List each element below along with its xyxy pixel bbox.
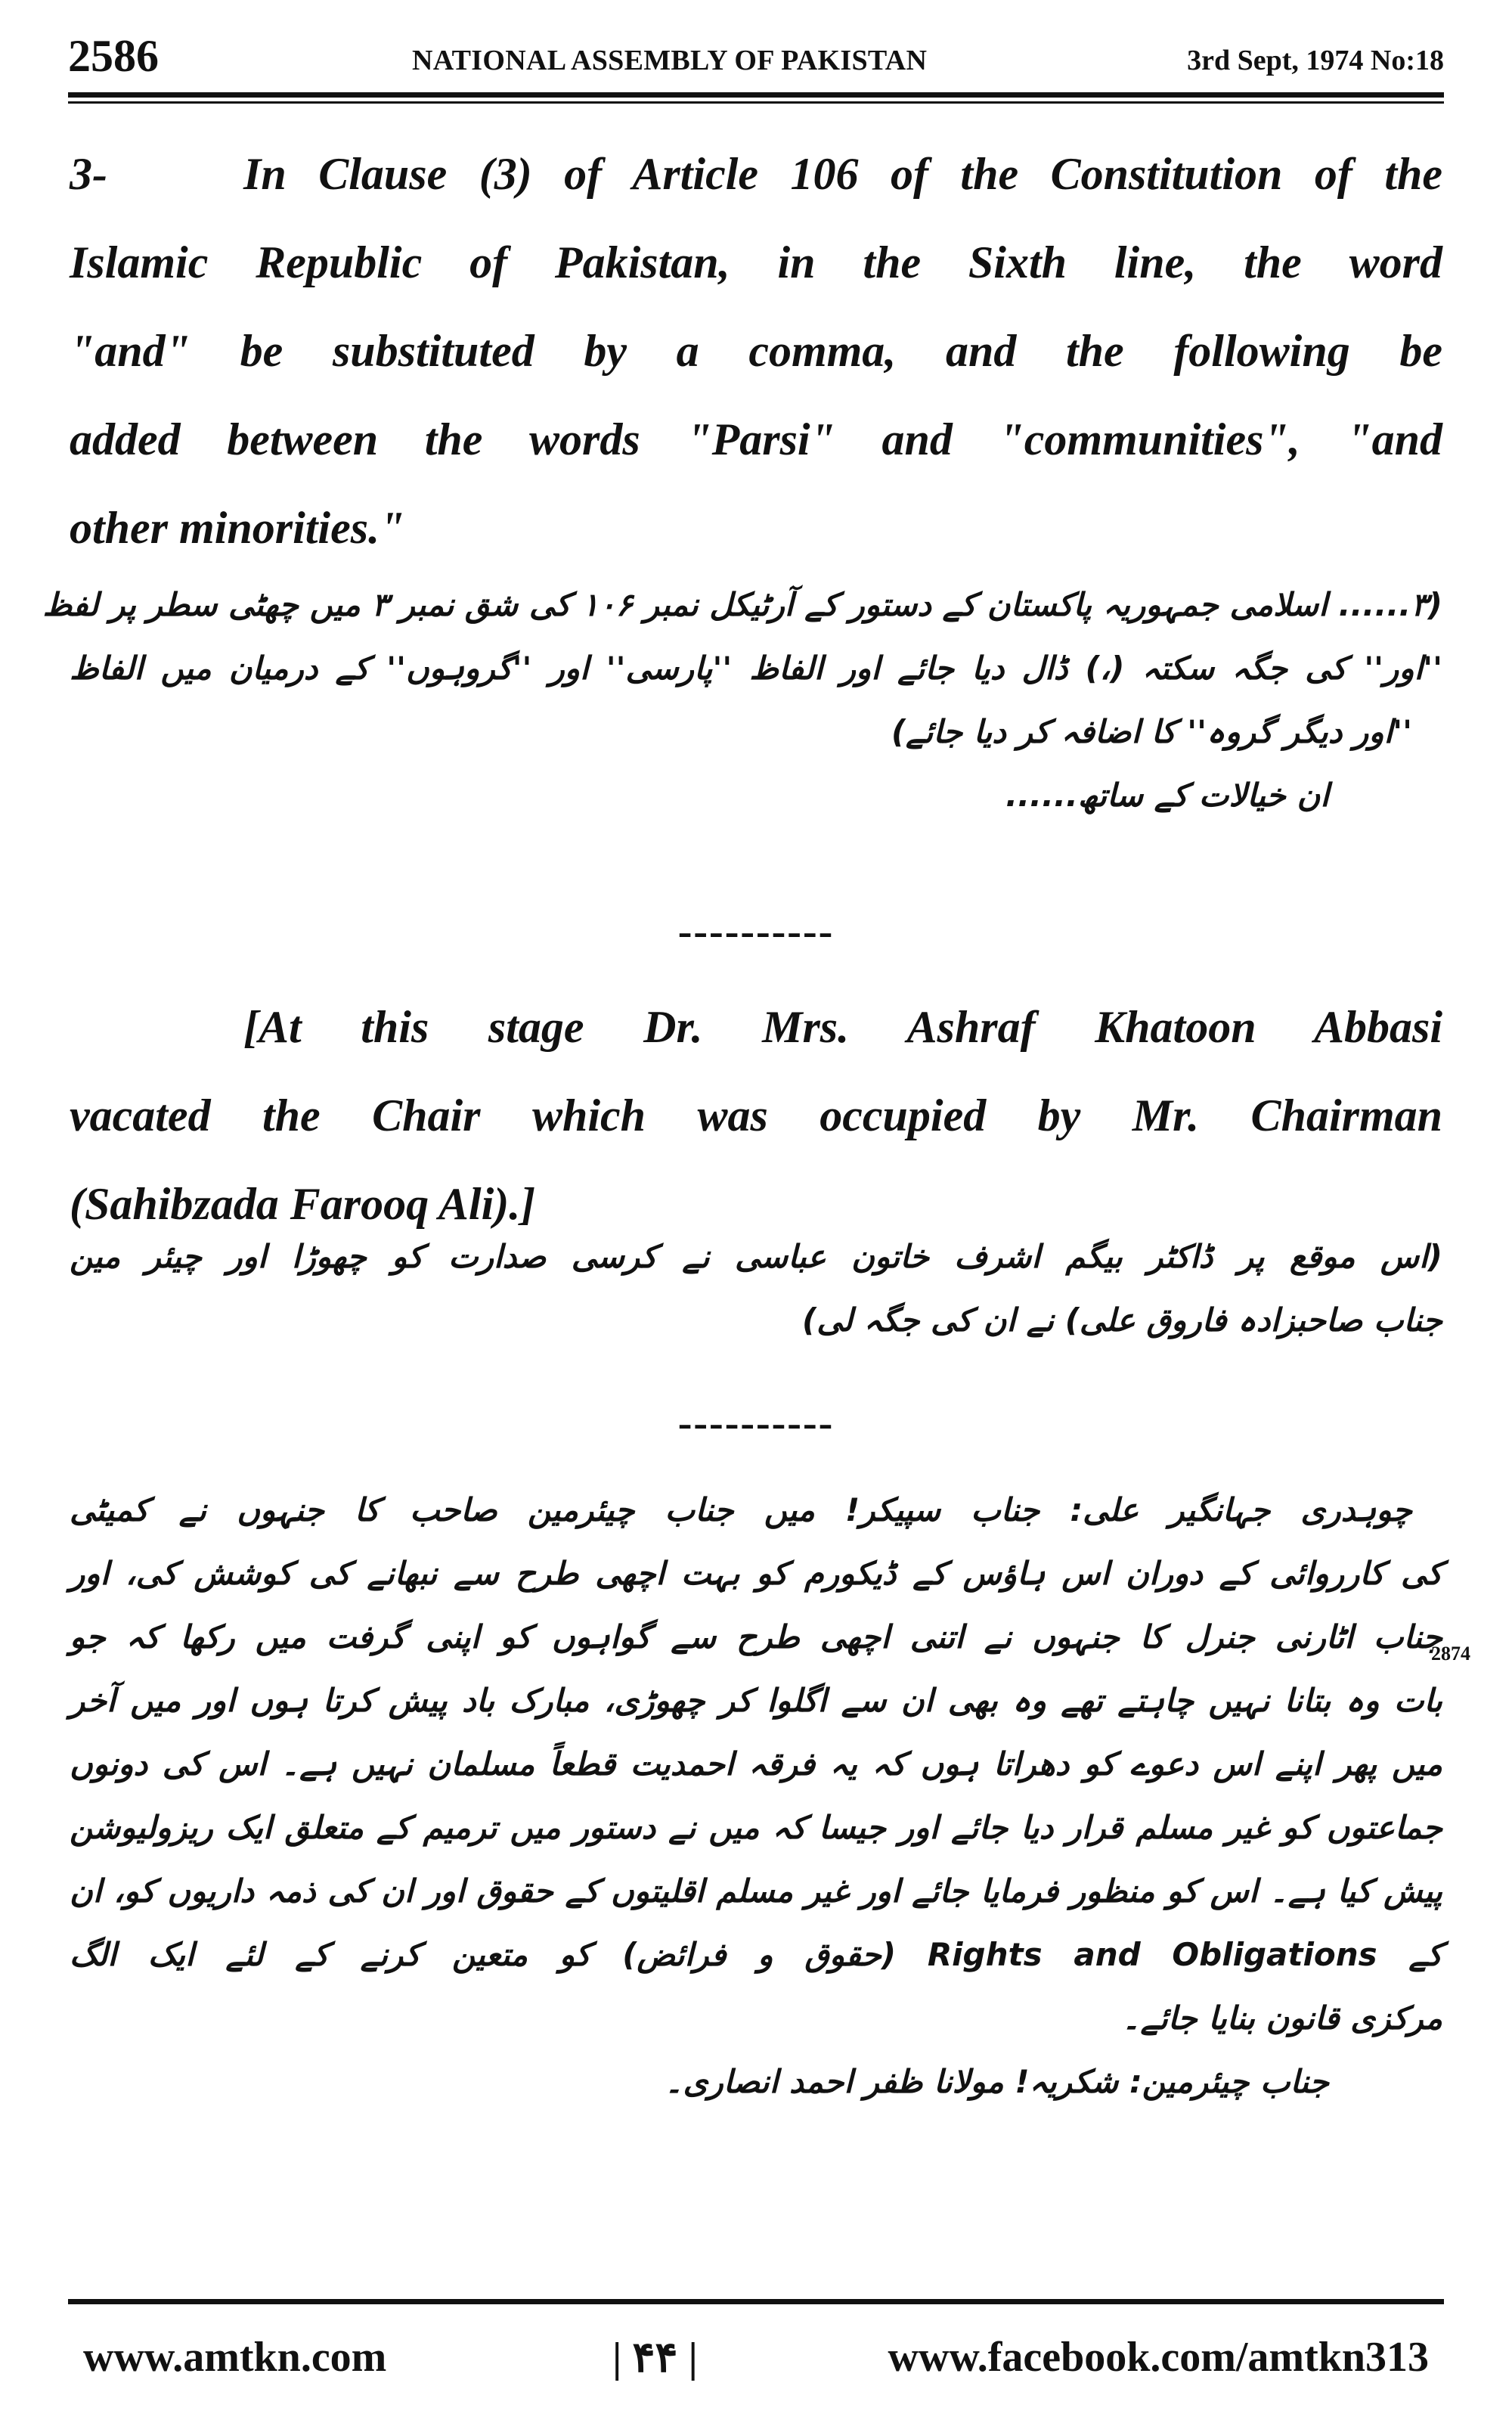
header-rule-thin xyxy=(68,101,1444,104)
amendment-number: 3- xyxy=(70,149,107,199)
urdu-line: ''اور'' کی جگہ سکتہ (،) ڈال دیا جائے اور الفاظ ''پارسی'' اور ''گروہوں'' کے درمیان میں الفاظ xyxy=(70,650,1442,687)
page-number: 2586 xyxy=(68,31,159,81)
facebook-link[interactable]: www.facebook.com/amtkn313 xyxy=(888,2334,1429,2381)
speech-line: کی کارروائی کے دوران اس ہاؤس کے ڈیکورم کو بہت اچھی طرح سے نبھانے کی کوشش کی، اور xyxy=(70,1555,1442,1592)
assembly-title: NATIONAL ASSEMBLY OF PAKISTAN xyxy=(412,45,928,76)
urdu-line: (۳...... اسلامی جمہوریہ پاکستان کے دستور کے آرٹیکل نمبر ۱۰۶ کی شق نمبر ۳ میں چھٹی سطر پر لفظ xyxy=(42,586,1442,623)
speech-line: جناب اٹارنی جنرل کا جنہوں نے اتنی اچھی طرح سے گواہوں کو اپنی گرفت میں رکھا کہ جو xyxy=(70,1618,1442,1655)
page-header xyxy=(68,30,1444,91)
speech-line: جناب چیئرمین: شکریہ! مولانا ظفر احمد انصاری۔ xyxy=(665,2063,1329,2100)
stage-note-english xyxy=(70,983,1442,1249)
amendment-english xyxy=(70,130,1442,572)
section-divider: ---------- xyxy=(677,908,835,955)
amendment-urdu xyxy=(42,573,1442,827)
book-page-number: | ۴۴ | xyxy=(612,2335,698,2381)
speech-urdu xyxy=(70,1478,1442,2114)
margin-reference: 2874 xyxy=(1431,1643,1470,1665)
speech-line: بات وہ بتانا نہیں چاہتے تھے وہ بھی ان سے اگلوا کر چھوڑی، مبارک باد پیش کرتا ہوں اور میں آخر xyxy=(70,1682,1442,1719)
amendment-line: "and" be substituted by a comma, and the following be xyxy=(70,326,1442,376)
stage-note-line: vacated the Chair which was occupied by Mr. Chairman xyxy=(70,1091,1442,1140)
amendment-line: Islamic Republic of Pakistan, in the Sixth line, the word xyxy=(70,237,1442,287)
speech-line: کے Rights and Obligations (حقوق و فرائض) کو متعین کرنے کے لئے ایک الگ xyxy=(70,1936,1442,1973)
website-link[interactable]: www.amtkn.com xyxy=(83,2334,387,2381)
header-rule xyxy=(68,92,1444,98)
urdu-line: ان خیالات کے ساتھ...... xyxy=(1005,777,1329,814)
section-divider: ---------- xyxy=(677,1400,835,1447)
speech-line: چوہدری جہانگیر علی: جناب سپیکر! میں جناب چیئرمین صاحب کا جنہوں نے کمیٹی xyxy=(70,1491,1412,1528)
stage-note-urdu xyxy=(70,1225,1442,1352)
speech-line: پیش کیا ہے۔ اس کو منظور فرمایا جائے اور غیر مسلم اقلیتوں کے حقوق اور ان کی ذمہ داریوں کو، ان xyxy=(70,1872,1442,1910)
amendment-line: added between the words "Parsi" and "communities", "and xyxy=(70,414,1442,464)
stage-note-line: [At this stage Dr. Mrs. Ashraf Khatoon Abbasi xyxy=(243,1002,1442,1052)
speech-line: جماعتوں کو غیر مسلم قرار دیا جائے اور جیسا کہ میں نے دستور میں ترمیم کے متعلق ایک ریزولیوشن xyxy=(70,1809,1442,1846)
urdu-line: جناب صاحبزادہ فاروق علی) نے ان کی جگہ لی) xyxy=(802,1302,1442,1339)
speech-line: میں پھر اپنے اس دعوے کو دھراتا ہوں کہ یہ فرقہ احمدیت قطعاً مسلمان نہیں ہے۔ اس کی دونوں xyxy=(70,1745,1442,1782)
footer-rule xyxy=(68,2299,1444,2304)
amendment-line: other minorities." xyxy=(70,503,405,553)
urdu-line: (اس موقع پر ڈاکٹر بیگم اشرف خاتون عباسی نے کرسی صدارت کو چھوڑا اور چیئر مین xyxy=(70,1238,1442,1275)
urdu-line: ''اور دیگر گروہ'' کا اضافہ کر دیا جائے) xyxy=(891,713,1412,750)
page-footer xyxy=(68,2333,1444,2394)
amendment-line: 3- In Clause (3) of Article 106 of the Constitution of the xyxy=(70,130,1442,219)
session-date: 3rd Sept, 1974 No:18 xyxy=(1187,45,1444,76)
speech-line: مرکزی قانون بنایا جائے۔ xyxy=(1122,2000,1442,2037)
stage-note-line: (Sahibzada Farooq Ali).] xyxy=(70,1179,536,1229)
